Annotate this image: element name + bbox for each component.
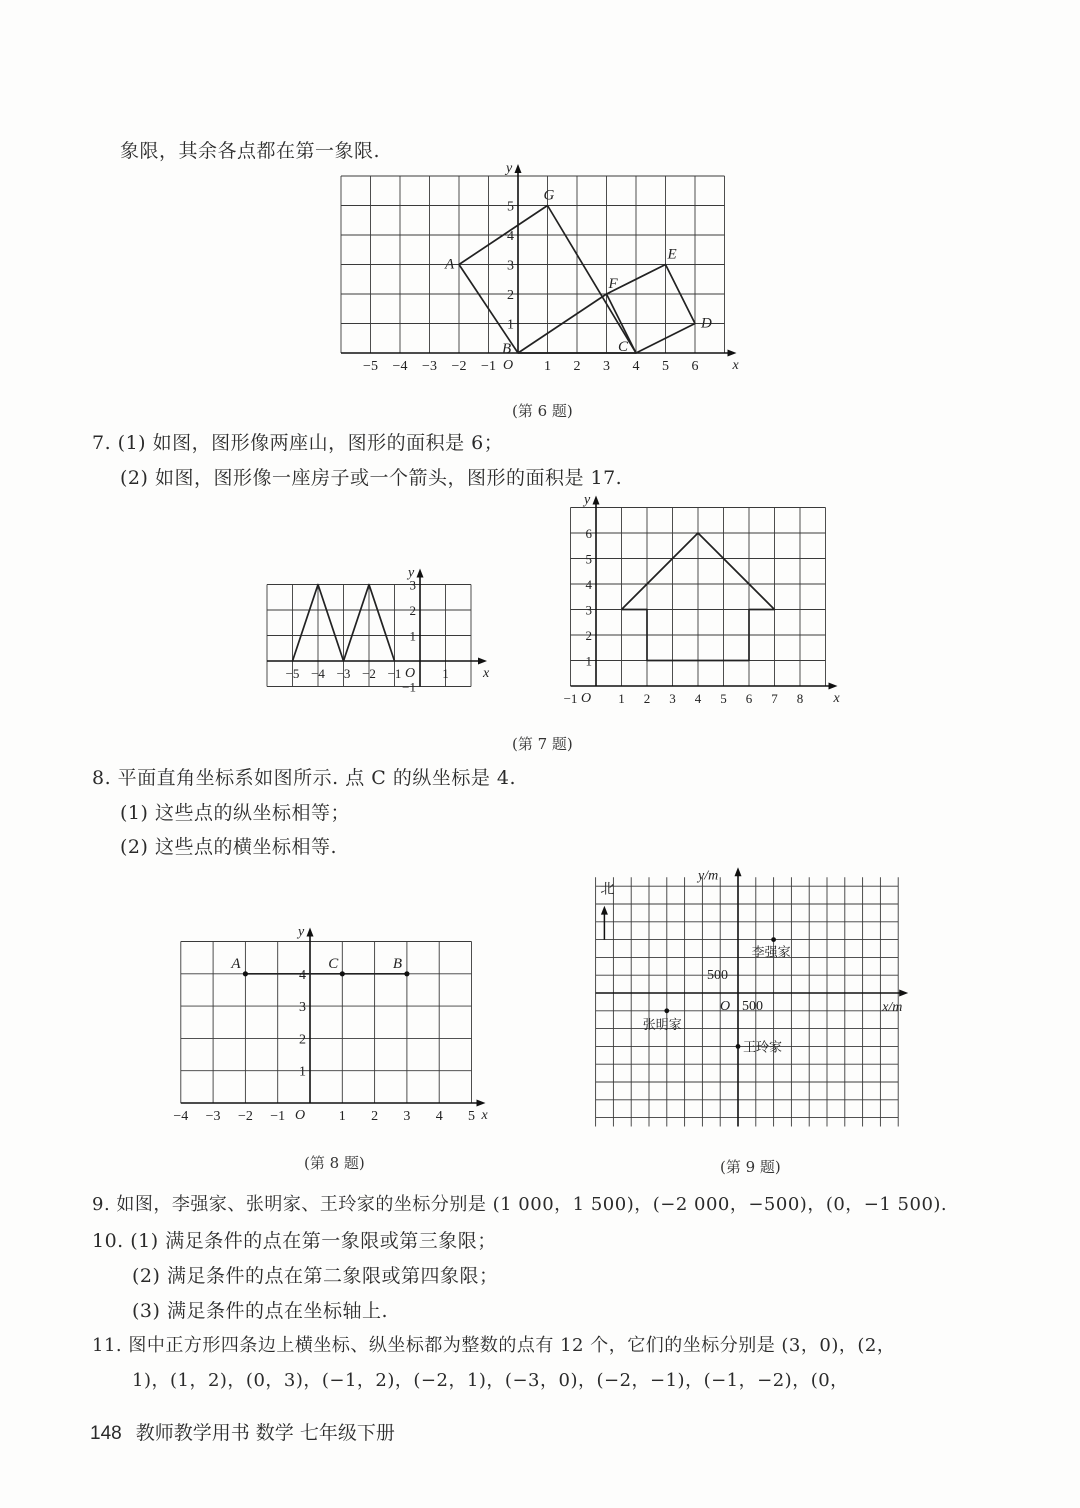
point-label-C: C [618, 339, 629, 355]
figure-q7-house [548, 492, 840, 710]
point-house-2 [664, 1008, 669, 1013]
y-axis-label: y [584, 492, 591, 508]
text-q8-part1: (1) 这些点的纵坐标相等； [120, 802, 350, 824]
y-axis-label: y [298, 924, 305, 940]
y-axis-label: y/m [698, 868, 719, 884]
book-title: 教师教学用书 数学 七年级下册 [135, 1422, 395, 1444]
text-q10-part2: (2) 满足条件的点在第二象限或第四象限； [132, 1265, 499, 1287]
point-label-house-2: 张明家 [642, 1016, 682, 1032]
x-tick-label: −4 [311, 666, 325, 681]
x-tick-label: −4 [173, 1109, 189, 1124]
y-axis-label: y [506, 161, 513, 176]
x-axis-label: x [483, 666, 490, 681]
x-tick-label: 6 [745, 691, 753, 706]
text-q10-part1: 10. (1) 满足条件的点在第一象限或第三象限； [92, 1230, 497, 1252]
x-tick-label: 3 [403, 1109, 411, 1124]
x-axis-arrow [899, 990, 908, 997]
grid-lines [181, 942, 472, 1104]
caption-fig8: (第 8 题) [304, 1154, 365, 1172]
caption-fig7: (第 7 题) [512, 735, 573, 753]
north-arrow-head [601, 906, 608, 915]
origin-label: O [295, 1108, 306, 1123]
x-axis-label: x/m [882, 1000, 903, 1015]
figure-q9-map-grid [592, 870, 912, 1135]
text-q10-part3: (3) 满足条件的点在坐标轴上. [132, 1300, 388, 1322]
point-label-G: G [543, 187, 555, 204]
y-tick-label: 4 [585, 577, 592, 592]
x-tick-label: −1 [563, 691, 578, 706]
text-q11-line1: 11. 图中正方形四条边上横坐标、纵坐标都为整数的点有 12 个，它们的坐标分别是 (3，0)，(2， [92, 1335, 896, 1356]
point-B [404, 971, 409, 976]
point-label-D: D [701, 315, 712, 332]
y-tick-label: 1 [299, 1064, 306, 1080]
origin-label: O [405, 666, 416, 681]
text-q7-part1: 7. (1) 如图，图形像两座山，图形的面积是 6； [92, 432, 504, 454]
point-A [243, 971, 248, 976]
page-number: 148 [90, 1423, 122, 1444]
y-tick-label: 1 [409, 628, 416, 644]
x-axis-arrow [477, 1100, 486, 1107]
x-tick-label: −3 [205, 1109, 221, 1124]
text-line-quadrant: 象限，其余各点都在第一象限. [120, 140, 381, 162]
figure-q6-coordinate-grid [340, 161, 760, 385]
y-tick-label: −1 [402, 679, 416, 695]
y-tick-label: 4 [299, 967, 306, 983]
point-label-house-3: 王玲家 [743, 1039, 783, 1055]
x-tick-label: 7 [771, 691, 778, 706]
x-tick-label: 3 [603, 359, 610, 374]
x-axis-label: x [732, 358, 739, 373]
y-tick-label: 3 [409, 577, 416, 593]
x-tick-label: −2 [451, 359, 467, 374]
point-label-C: C [328, 955, 339, 972]
y-tick-label: 2 [585, 628, 592, 643]
figure-q7-mountains [262, 548, 492, 698]
x-tick-label: −4 [392, 359, 408, 374]
y-axis-arrow [417, 569, 424, 578]
x-tick-label: 1 [442, 666, 449, 681]
y-tick-label: 1 [507, 317, 514, 333]
x-tick-label: −2 [362, 666, 376, 681]
x-tick-label: −5 [363, 359, 378, 374]
point-label-B: B [502, 341, 512, 357]
text-q8-part2: (2) 这些点的横坐标相等. [120, 836, 337, 858]
origin-label: O [581, 691, 592, 706]
y-tick-label: 3 [507, 258, 514, 274]
y-tick-label: 2 [409, 603, 416, 618]
point-label-E: E [667, 246, 677, 263]
point-label-house-1: 李强家 [751, 944, 791, 960]
x-tick-label: −2 [237, 1109, 253, 1124]
north-label: 北 [600, 882, 615, 898]
y-tick-label: 4 [507, 229, 514, 244]
y-tick-label: 500 [707, 968, 728, 984]
y-tick-label: 1 [585, 653, 592, 669]
x-axis-arrow [829, 683, 838, 690]
x-tick-label: 3 [669, 691, 676, 706]
x-tick-label: 5 [468, 1109, 475, 1124]
y-tick-label: 5 [585, 551, 592, 567]
x-axis-arrow [728, 350, 737, 357]
text-q11-line2: 1)，(1，2)，(0，3)，(−1，2)，(−2，1)，(−3，0)，(−2，−1)，(−1，−2)，(0， [132, 1370, 849, 1391]
point-label-F: F [608, 276, 618, 292]
x-tick-label: −1 [481, 359, 496, 374]
origin-label: O [720, 999, 731, 1014]
x-tick-label: 8 [796, 691, 804, 706]
x-axis-arrow [478, 658, 487, 665]
x-tick-label: −5 [285, 666, 300, 681]
x-tick-label: 4 [694, 691, 702, 706]
point-label-A: A [445, 256, 455, 273]
x-tick-label: 1 [338, 1109, 346, 1124]
y-axis-arrow [515, 164, 522, 173]
grid-lines [571, 508, 826, 687]
text-q7-part2: (2) 如图，图形像一座房子或一个箭头，图形的面积是 17. [120, 467, 623, 489]
point-label-B: B [392, 955, 403, 972]
y-axis-arrow [735, 867, 742, 876]
text-q9: 9. 如图，李强家、张明家、王玲家的坐标分别是 (1 000，1 500)，(−2 000，−500)，(0，−1 500). [92, 1194, 948, 1215]
x-tick-label: 500 [742, 999, 763, 1014]
caption-fig9: (第 9 题) [720, 1158, 781, 1176]
y-tick-label: 6 [585, 526, 592, 541]
point-C [340, 971, 345, 976]
x-tick-label: −1 [270, 1109, 286, 1124]
x-tick-label: 2 [573, 359, 581, 374]
y-axis-arrow [593, 496, 600, 505]
x-tick-label: 6 [691, 359, 699, 374]
point-house-1 [771, 937, 776, 942]
x-tick-label: −3 [336, 666, 351, 681]
x-tick-label: 1 [544, 359, 551, 374]
y-tick-label: 3 [299, 1000, 306, 1016]
x-tick-label: 4 [435, 1109, 443, 1124]
caption-fig6: (第 6 题) [512, 402, 573, 420]
figure-q8-coordinate-grid [173, 924, 510, 1135]
y-tick-label: 3 [585, 602, 592, 618]
x-tick-label: 1 [618, 691, 625, 706]
x-tick-label: 2 [371, 1109, 379, 1124]
x-tick-label: 5 [720, 691, 727, 706]
x-axis-label: x [833, 691, 840, 706]
y-axis-arrow [307, 928, 314, 937]
y-tick-label: 5 [507, 199, 514, 215]
text-q8: 8. 平面直角坐标系如图所示. 点 C 的纵坐标是 4. [92, 767, 517, 789]
x-tick-label: −3 [422, 359, 437, 374]
x-tick-label: −1 [387, 666, 402, 681]
y-tick-label: 2 [299, 1032, 306, 1048]
page-footer [90, 1418, 395, 1445]
x-tick-label: 5 [662, 359, 669, 374]
origin-label: O [503, 358, 514, 373]
x-tick-label: 4 [632, 359, 640, 374]
point-house-3 [736, 1044, 741, 1049]
x-axis-label: x [481, 1108, 488, 1123]
x-tick-label: 2 [643, 691, 651, 706]
point-label-A: A [231, 955, 241, 972]
grid-lines [341, 176, 725, 353]
y-tick-label: 2 [507, 288, 514, 303]
y-axis-label: y [408, 565, 415, 581]
